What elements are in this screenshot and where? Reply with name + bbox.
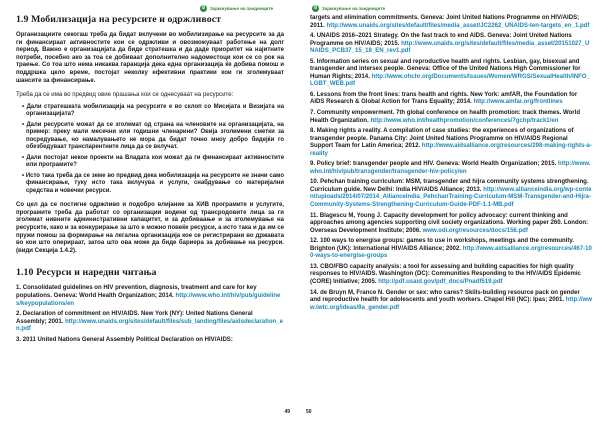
question-item: • Дали постојат некои проекти на Владата кои можат да ги финансираат активностите или програмите? — [16, 155, 284, 170]
reference-item — [310, 128, 592, 158]
reference-item — [310, 290, 592, 313]
reference-item — [310, 33, 592, 56]
reference-item — [310, 213, 592, 236]
reference-link[interactable]: http://www.who.int/hiv/pub/transgender/transgender-hiv-policy/en — [310, 161, 591, 175]
reference-link[interactable]: http://pdf.usaid.gov/pdf_docs/Pnadf519.pdf — [378, 278, 503, 285]
reference-text: 1. Consolidated guidelines on HIV prevention, diagnosis, treatment and care for key populations. Geneva: World Health Organization; 2014. — [16, 285, 257, 299]
body-paragraph: Со цел да се постигне одржливо и подобро влијание за ХИВ програмите и услугите, програмите треба да работат со организации водени од трансродовите лица за ги зголемат нивните административни капацитет, и за добиваање и за зголемување на ресурсите, како и за конкурирање за што е можно повеќе ресурси, а исто така и да им се пружи помош за формирање на легална организација кое се регистрирани во државата во кои што оперираат, затоа што ова може да биде бариера за добивање на ресурси. (види Секција 1.4.2). — [16, 202, 284, 254]
section-heading-resources: 1.10 Ресурси и наредни читања — [16, 267, 157, 279]
reference-link[interactable]: http://www.who.int/hiv/pub/guidelines/keypopulations/en — [16, 292, 281, 307]
chapter-badge: 8 — [312, 5, 319, 12]
reference-text: 4. UNAIDS 2016–2021 Strategy. On the fast track to end AIDS. Geneva: Joint United Nations Programme on HIV/AIDS; 2015. — [310, 33, 572, 47]
reference-item — [310, 238, 592, 261]
reference-link[interactable]: http://www.amfar.org/frontlines — [473, 99, 563, 106]
reference-text: 7. Community empowerment. 7th global conference on health promotion: track themes. World Health Organization. — [310, 110, 581, 124]
reference-item — [16, 337, 284, 345]
reference-text: 8. Making rights a reality. A compilation of case studies: the experiences of organizations of transgender people. Panama City: Joint United Nations Programme on HIV/AIDS Regional Support Team for Latin America; 2012. — [310, 128, 574, 150]
running-head — [200, 4, 273, 12]
reference-link[interactable]: http://www.ohchr.org/Documents/Issues/Women/WRGS/SexualHealth/INFO_LGBT_WEB.pdf — [310, 73, 590, 88]
reference-item — [310, 264, 592, 287]
reference-item — [16, 311, 284, 334]
section-heading: 1.9 Мобилизација на ресурсите и одржливост — [16, 14, 222, 25]
reference-link[interactable]: http://www.who.int/healthpromotion/conferences/7gchp/track1/en — [370, 117, 559, 124]
reference-item — [310, 161, 592, 176]
question-item: • Дали ресурсите можат да се зголемат од страна на членовите на организацијата, на пример: преку мали месечни или годишни членарини? Овија зголемени сметки за посредување, но намалувањето не мора да бидат точно мноу добро бидејќи го обезбедуваат транспарентните лица да се вклучат. — [16, 122, 284, 152]
reference-text: 2. Declaration of commitment on HIV/AIDS. New York (NY): United Nations General Assembly; 2001. — [16, 311, 253, 325]
reference-list — [310, 15, 592, 312]
page-number: 49 — [284, 409, 290, 415]
reference-link[interactable]: http://www.unaids.org/sites/default/files/sub_landing/files/aidsdeclaration_en.pdf — [16, 318, 283, 333]
reference-text: 5. Information series on sexual and reproductive health and rights. Lesbian, gay, bisexual and transgender and intersex people. Geneva: Office of the United Nations High Commissioner for Human Rights; 2014. — [310, 58, 581, 80]
reference-text: 9. Policy brief: transgender people and HIV. Geneva: World Health Organization; 2015. — [310, 161, 557, 168]
reference-link[interactable]: http://www.aidsalliance.org/resources/467-100-ways-to-energise-groups — [310, 245, 592, 260]
right-page-content — [310, 15, 592, 315]
left-page-content — [16, 14, 284, 347]
reference-text: 10. Pehchan training curriculum: MSM, transgender and hijra community systems strengthening. Curriculum guide. New Delhi: India HIV/AIDS Alliance; 2013. — [310, 179, 589, 193]
reference-link[interactable]: http://www.aidsalliance.org/resources/298-making-rights-a-reality — [310, 143, 592, 157]
reference-item — [310, 59, 592, 89]
reference-item — [310, 110, 592, 125]
running-head-label: Зајакнување на заедниците — [322, 5, 386, 11]
page-number: 50 — [306, 409, 312, 415]
body-paragraph: Организациите секогаш треба да бидат вклучени во мобилизирање на ресурсите за да ги финансираат активностите кои се одржливи и овозможуваат работење на долг период. Важно е организацијата да биде стратешка и да даде приоритет на најитните потреби, посебно ако за тоа се добиваат дополнително надоместоци кои се со рок на траење. Со тоа што нема никаква гаранција дека една организација ќе добива помош и поддршка цело време, постојат неколку ефективни практики кои ги зголемуваат шансите за финансирање. — [16, 32, 284, 84]
reference-link[interactable]: http://www.unaids.org/sites/default/files/media_asset/20151027_UNAIDS_PCB37_15_18_EN_rev1.pdf — [310, 40, 590, 55]
running-head — [312, 4, 385, 12]
reference-link[interactable]: www.odi.org/resources/docs/156.pdf — [422, 227, 528, 234]
right-page — [300, 0, 600, 424]
reference-link[interactable]: http://www.unaids.org/sites/default/files/media_asset/JC2262_UNAIDS-ten-targets_en_1.pdf — [326, 22, 590, 29]
reference-list — [16, 285, 284, 344]
reference-text: 13. CBO/FBO capacity analysis: a tool for assessing and building capacities for high quality responses to HIV/AIDS. Washington (DC): Communities Responding to the HIV/AIDS Epidemic (CORE) Initiative; 2005. — [310, 263, 581, 285]
reference-link[interactable]: http://www.allianceindia.org/wp-content/uploads/2014/07/2014_AllianceIndia_PehchanTraining-Curriculum-MSM-Transgender-and-Hijra-Community-Systems-Strengthening-Curriculum-Guide-PDF-1.1-MB.pdf — [310, 186, 592, 209]
reference-item — [16, 285, 284, 308]
question-list — [16, 104, 284, 196]
reference-item — [310, 92, 592, 107]
reference-text: 11. Blagescu M, Young J. Capacity development for policy advocacy: current thinking and approaches among agencies supporting civil society organizations. Working paper 260. London: Overseas Development Institute; 2006. — [310, 212, 589, 234]
reference-text: targets and elimination commitments. Geneva: Joint United Nations Programme on HIV/AIDS; 2011. — [310, 15, 580, 29]
questions-intro: Треба да се има во предвид овие прашања кои се однесуваат на ресурсите: — [16, 91, 234, 99]
reference-item — [310, 15, 592, 30]
reference-text: 14. de Bruyn M, France N. Gender or sex: who cares? Skills-building resource pack on gender and reproductive health for adolescents and youth workers. Chapel Hill (NC): Ipas; 2001. — [310, 289, 580, 304]
reference-item — [310, 179, 592, 209]
question-item: • Исто така треба да се земе во предвид дека мобилизација на ресурсите не значи само финансирање, туку исто така вклучува и услуги, снабдување со материјални средства и човечки ресурси. — [16, 173, 284, 196]
reference-text: 6. Lessons from the front lines: trans health and rights. New York: amfAR, the Foundation for AIDS Research & Global Action for Trans Equality; 2014. — [310, 91, 578, 106]
chapter-badge: 8 — [200, 5, 207, 12]
reference-link[interactable]: http://www.iwtc.org/ideas/9a_gender.pdf — [310, 297, 592, 311]
question-item: • Дали стратешката мобилизација на ресурсите е во склоп со Мисијата и Визијата на организацијата? — [16, 104, 284, 119]
reference-text: 3. 2011 United Nations General Assembly Political Declaration on HIV/AIDS: — [16, 336, 233, 343]
reference-text: 12. 100 ways to energise groups: games to use in workshops, meetings and the community. Brighton (UK): International HIV/AIDS Alliance; 2002. — [310, 238, 575, 252]
running-head-label: Зајакнување на заедниците — [210, 5, 274, 11]
